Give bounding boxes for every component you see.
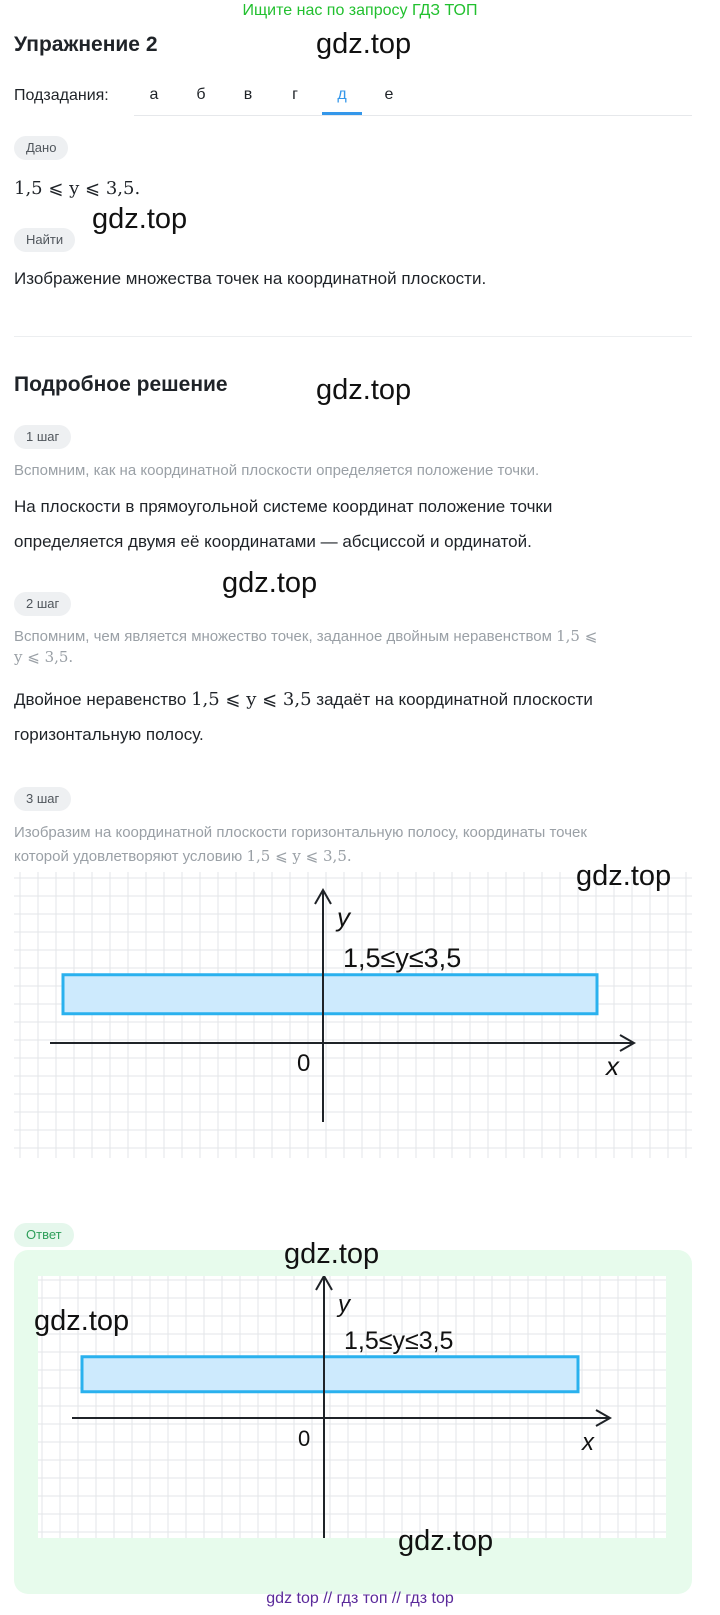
watermark: gdz.top: [398, 1525, 494, 1557]
top-banner: Ищите нас по запросу ГДЗ ТОП: [242, 2, 478, 19]
step-1-hint: Вспомним, как на координатной плоскости определяется положение точки.: [14, 462, 540, 479]
given-math: 1,5 ⩽ y ⩽ 3,5.: [14, 178, 141, 199]
subtab-a[interactable]: а: [149, 86, 159, 103]
subtasks-label: Подзадания:: [14, 87, 109, 104]
step-2-text-b: задаёт на координатной плоскости: [316, 690, 593, 709]
step-3-chip: 3 шаг: [14, 787, 71, 811]
answer-graph: [38, 1276, 666, 1538]
step-2-hint-text: Вспомним, чем является множество точек, заданное двойным неравенством: [14, 628, 552, 645]
solution-band: [82, 1357, 578, 1392]
watermark: gdz.top: [92, 203, 188, 235]
x-axis-label: x: [582, 1429, 594, 1456]
band-label: 1,5≤y≤3,5: [344, 1326, 454, 1355]
watermark: gdz.top: [222, 567, 318, 599]
step-2-hint-line-1: [14, 625, 597, 648]
step-2-text-a: Двойное неравенство: [14, 690, 187, 709]
step-2-hint-math-b: y ⩽ 3,5.: [14, 648, 74, 666]
divider: [14, 336, 692, 337]
answer-chip: Ответ: [14, 1223, 74, 1247]
watermark: gdz.top: [284, 1238, 380, 1270]
subtask-tabs: [134, 76, 692, 116]
step-2-text-line-2: горизонтальную полосу.: [14, 725, 204, 744]
subtab-v[interactable]: в: [243, 86, 253, 103]
x-axis-label: x: [606, 1051, 619, 1081]
footer-links: gdz top // гдз топ // гдз top: [266, 1590, 454, 1607]
active-tab-indicator: [322, 112, 362, 115]
y-axis-label: y: [338, 1291, 350, 1318]
watermark: gdz.top: [34, 1305, 130, 1337]
step-2-chip: 2 шаг: [14, 592, 71, 616]
step-2-text-math: 1,5 ⩽ y ⩽ 3,5: [191, 689, 312, 710]
watermark: gdz.top: [316, 28, 412, 60]
step-1-text-line-2: определяется двумя её координатами — абсциссой и ординатой.: [14, 532, 532, 551]
subtab-e[interactable]: е: [384, 86, 394, 103]
step-3-graph: [14, 872, 692, 1158]
find-text: Изображение множества точек на координатной плоскости.: [14, 269, 487, 288]
watermark: gdz.top: [576, 860, 672, 892]
step-2-text-line-1: [14, 683, 593, 717]
subtab-g[interactable]: г: [292, 86, 298, 103]
step-1-text-line-1: На плоскости в прямоугольной системе координат положение точки: [14, 497, 553, 516]
subtab-d[interactable]: д: [337, 86, 347, 103]
step-3-hint-line-2: [14, 845, 352, 868]
step-3-hint-line-1: Изобразим на координатной плоскости горизонтальную полосу, координаты точек: [14, 824, 587, 841]
step-2-hint-math-a: 1,5 ⩽: [556, 627, 598, 645]
origin-label: 0: [297, 1050, 311, 1077]
band-label: 1,5≤y≤3,5: [343, 942, 462, 973]
origin-label: 0: [298, 1426, 311, 1451]
step-3-hint-text: которой удовлетворяют условию: [14, 848, 243, 865]
solution-band: [63, 975, 597, 1014]
subtab-b[interactable]: б: [196, 86, 206, 103]
solution-title: Подробное решение: [14, 373, 228, 396]
y-axis-label: y: [337, 902, 350, 932]
find-chip: Найти: [14, 228, 75, 252]
given-chip: Дано: [14, 136, 68, 160]
step-1-chip: 1 шаг: [14, 425, 71, 449]
step-3-hint-math: 1,5 ⩽ y ⩽ 3,5.: [246, 847, 352, 865]
watermark: gdz.top: [316, 374, 412, 406]
exercise-title: Упражнение 2: [14, 33, 158, 56]
